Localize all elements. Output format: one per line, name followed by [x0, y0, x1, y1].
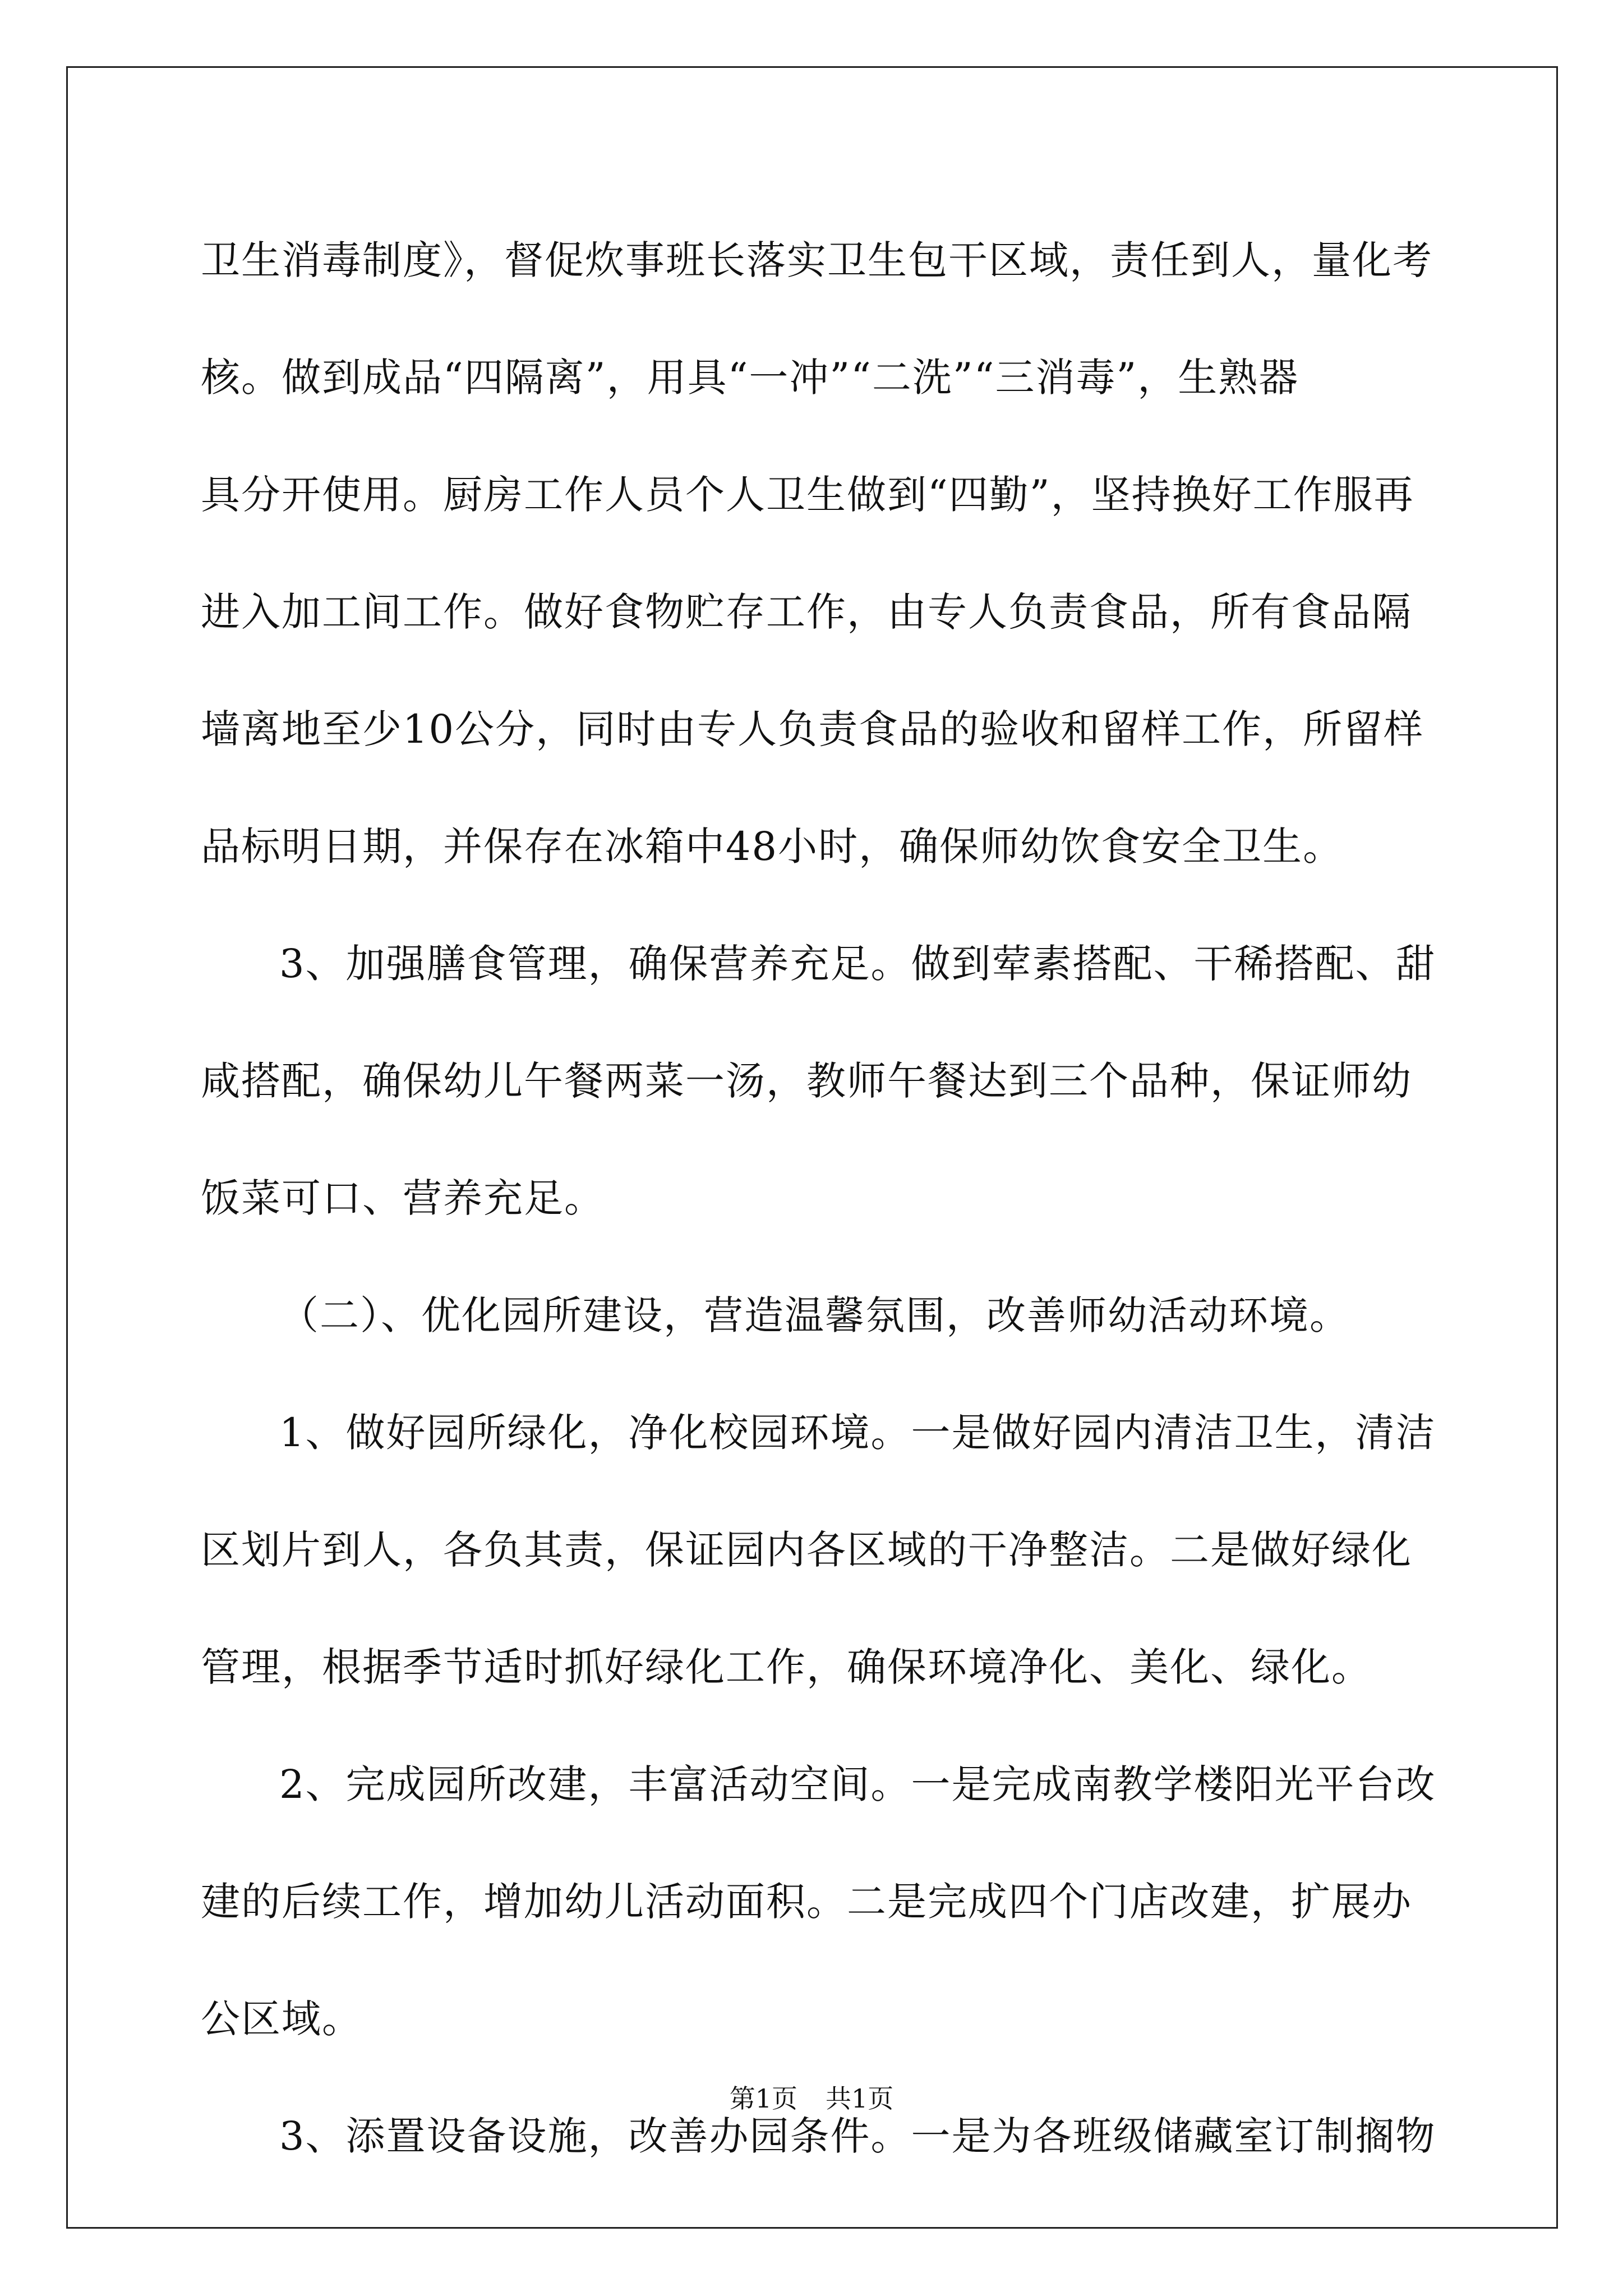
text-line: 公区域。 — [201, 1996, 362, 2042]
paragraph-start-line: 1、做好园所绿化，净化校园环境。一是做好园内清洁卫生，清洁 — [279, 1410, 1436, 1456]
text-line: 饭菜可口、营养充足。 — [201, 1175, 605, 1221]
paragraph-start-line: 3、加强膳食管理，确保营养充足。做到荤素搭配、干稀搭配、甜 — [279, 941, 1436, 987]
text-line: 卫生消毒制度》，督促炊事班长落实卫生包干区域，责任到人，量化考 — [201, 237, 1433, 283]
page-total: 共1页 — [826, 2083, 894, 2114]
section-heading: （二）、优化园所建设，营造温馨氛围，改善师幼活动环境。 — [279, 1292, 1350, 1338]
paragraph-start-line: 2、完成园所改建，丰富活动空间。一是完成南教学楼阳光平台改 — [279, 1761, 1436, 1807]
text-line: 具分开使用。厨房工作人员个人卫生做到“四勤”，坚持换好工作服再 — [201, 472, 1414, 518]
text-line: 进入加工间工作。做好食物贮存工作，由专人负责食品，所有食品隔 — [201, 589, 1412, 635]
document-body — [201, 202, 1436, 2195]
paragraph-start-line: 3、添置设备设施，改善办园条件。一是为各班级储藏室订制搁物 — [279, 2113, 1436, 2159]
text-line: 咸搭配，确保幼儿午餐两菜一汤，教师午餐达到三个品种，保证师幼 — [201, 1058, 1412, 1104]
text-line: 墙离地至少10公分，同时由专人负责食品的验收和留样工作，所留样 — [201, 706, 1424, 752]
text-line: 品标明日期，并保存在冰箱中48小时，确保师幼饮食安全卫生。 — [201, 823, 1344, 869]
text-line: 管理，根据季节适时抓好绿化工作，确保环境净化、美化、绿化。 — [201, 1644, 1372, 1690]
page-number: 第1页 — [729, 2083, 797, 2114]
text-line: 核。做到成品“四隔离”，用具“一冲”“二洗”“三消毒”，生熟器 — [201, 355, 1299, 401]
text-line: 区划片到人，各负其责，保证园内各区域的干净整洁。二是做好绿化 — [201, 1527, 1412, 1573]
page-footer — [0, 2078, 1623, 2115]
text-line: 建的后续工作，增加幼儿活动面积。二是完成四个门店改建，扩展办 — [201, 1879, 1412, 1925]
